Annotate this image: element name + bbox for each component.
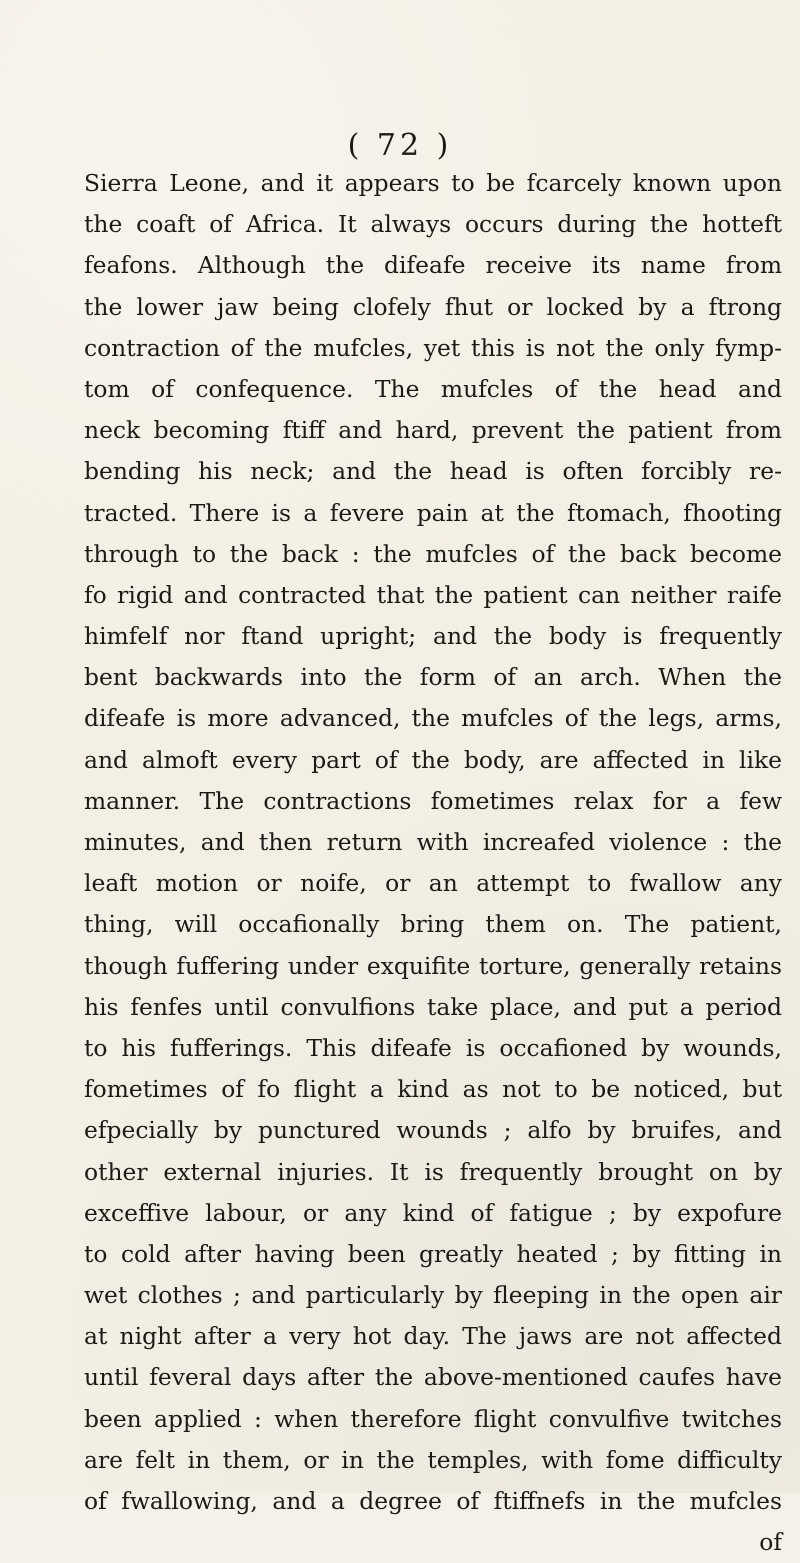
text-line: minutes, and then return with increafed violence : the bbox=[84, 828, 782, 856]
text-line: fo rigid and contracted that the patient can neither raife bbox=[84, 580, 782, 609]
text-line: manner. The contractions fometimes relax for a few bbox=[84, 786, 782, 815]
text-line: are felt in them, or in the temples, with fome difficulty bbox=[84, 1445, 782, 1474]
text-line: feafons. Although the difeafe receive its name from bbox=[84, 251, 782, 280]
text-line: to cold after having been greatly heated ; by fitting in bbox=[84, 1239, 782, 1268]
text-line: difeafe is more advanced, the mufcles of the legs, arms, bbox=[84, 704, 782, 733]
text-line: at night after a very hot day. The jaws are not affected bbox=[84, 1322, 782, 1351]
text-line: himfelf nor ftand upright; and the body is frequently bbox=[84, 622, 782, 651]
text-line: other external injuries. It is frequently brought on by bbox=[84, 1157, 782, 1186]
text-line: tracted. There is a fevere pain at the ftomach, fhooting bbox=[84, 498, 782, 527]
text-line: contraction of the mufcles, yet this is not the only fymp- bbox=[84, 333, 782, 362]
text-line: of fwallowing, and a degree of ftiffnefs in the mufcles bbox=[84, 1487, 782, 1515]
text-line: neck becoming ftiff and hard, prevent the patient from bbox=[84, 416, 782, 445]
text-line: though fuffering under exquifite torture, generally retains bbox=[84, 951, 782, 980]
text-line: his fenfes until convulfions take place, and put a period bbox=[84, 992, 782, 1021]
text-line: bent backwards into the form of an arch. When the bbox=[84, 663, 782, 692]
text-line: fometimes of fo flight a kind as not to be noticed, but bbox=[84, 1075, 782, 1104]
text-line: the lower jaw being clofely fhut or locked by a ftrong bbox=[84, 292, 782, 321]
text-line: bending his neck; and the head is often forcibly re- bbox=[84, 457, 782, 486]
text-line: thing, will occafionally bring them on. The patient, bbox=[84, 910, 782, 939]
text-line: wet clothes ; and particularly by fleeping in the open air bbox=[84, 1281, 782, 1310]
body-text bbox=[84, 163, 782, 1563]
text-line: through to the back : the mufcles of the back become bbox=[84, 539, 782, 568]
text-line: leaft motion or noife, or an attempt to fwallow any bbox=[84, 869, 782, 898]
text-line: tom of confequence. The mufcles of the head and bbox=[84, 374, 782, 403]
text-line: Sierra Leone, and it appears to be fcarcely known upon bbox=[84, 169, 782, 197]
page-number: ( 72 ) bbox=[347, 128, 453, 163]
text-line: until feveral days after the above-mentioned caufes have bbox=[84, 1363, 782, 1392]
catchword: of bbox=[759, 1528, 782, 1557]
text-line: the coaft of Africa. It always occurs during the hotteft bbox=[84, 210, 782, 239]
text-line: exceffive labour, or any kind of fatigue ; by expofure bbox=[84, 1198, 782, 1227]
text-line: and almoft every part of the body, are affected in like bbox=[84, 745, 782, 774]
text-line: to his fufferings. This difeafe is occafioned by wounds, bbox=[84, 1033, 782, 1062]
text-line: been applied : when therefore flight convulfive twitches bbox=[84, 1404, 782, 1433]
text-line: efpecially by punctured wounds ; alfo by bruifes, and bbox=[84, 1116, 782, 1145]
